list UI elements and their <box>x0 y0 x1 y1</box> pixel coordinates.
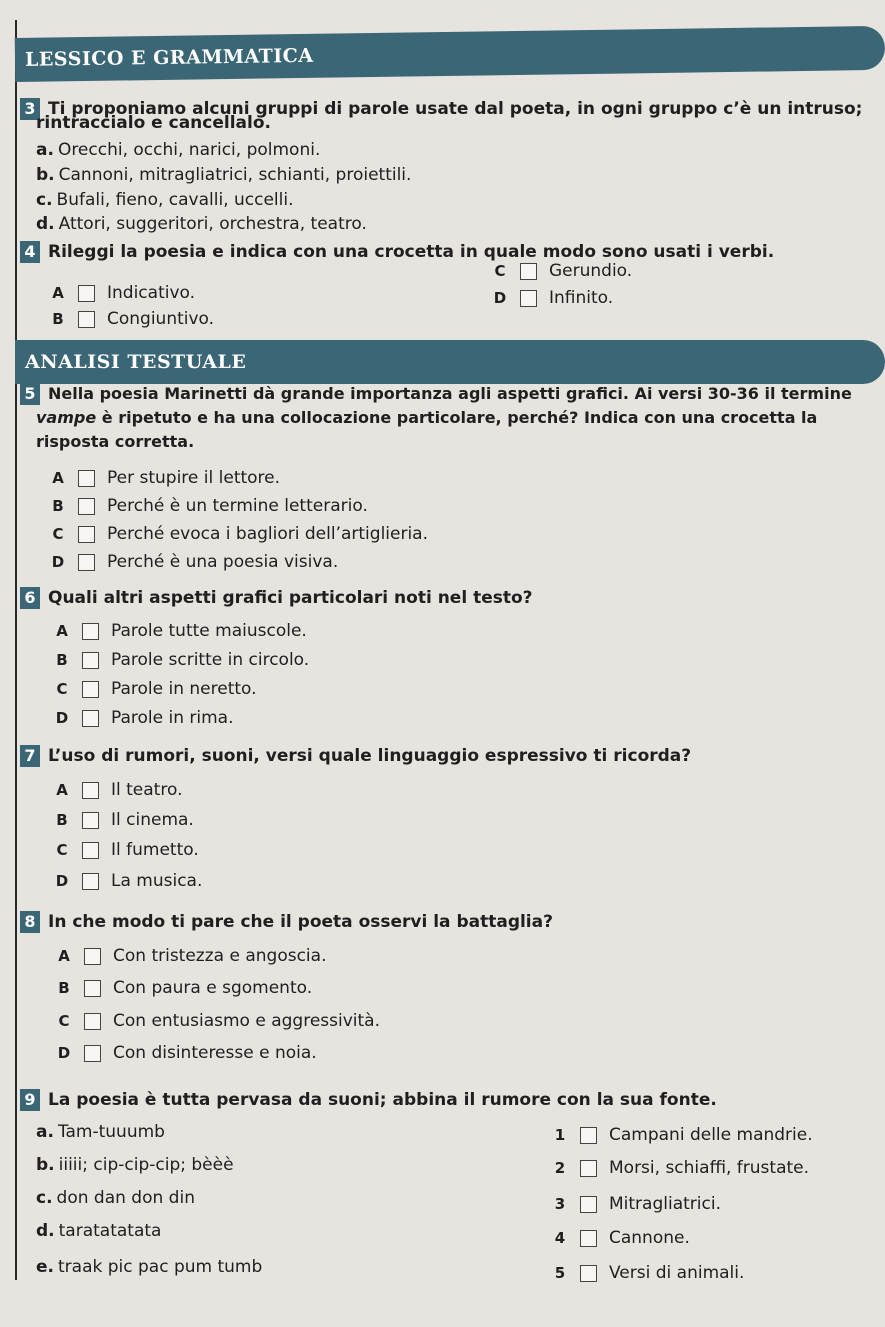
checkbox[interactable] <box>78 498 95 515</box>
checkbox[interactable] <box>580 1160 597 1177</box>
source-item: 5 Versi di animali. <box>554 1263 745 1283</box>
question-4 <box>20 240 774 264</box>
question-text: Nella poesia Marinetti dà grande importanza agli aspetti grafici. Ai versi 30-36 il termine <box>48 384 852 403</box>
option-c: C Perché evoca i bagliori dell’artiglieria. <box>52 524 429 544</box>
option-c: C Parole in neretto. <box>56 679 257 699</box>
question-number: 4 <box>20 241 40 263</box>
list-item: d. Attori, suggeritori, orchestra, teatro. <box>36 214 367 234</box>
list-item: c. Bufali, fieno, cavalli, uccelli. <box>36 190 294 210</box>
question-5-line3 <box>36 430 194 454</box>
option-a: A Indicativo. <box>52 283 196 303</box>
source-item: 2 Morsi, schiaffi, frustate. <box>554 1158 810 1178</box>
list-item: b. Cannoni, mitragliatrici, schianti, proiettili. <box>36 165 412 185</box>
checkbox[interactable] <box>82 710 99 727</box>
checkbox[interactable] <box>78 470 95 487</box>
question-number: 3 <box>20 98 40 120</box>
option-a: A Parole tutte maiuscole. <box>56 621 307 641</box>
question-number: 7 <box>20 745 40 767</box>
source-item: 4 Cannone. <box>554 1228 690 1248</box>
question-number: 5 <box>20 383 40 405</box>
checkbox[interactable] <box>580 1265 597 1282</box>
option-c: C Il fumetto. <box>56 840 199 860</box>
question-text: risposta corretta. <box>36 432 195 451</box>
option-d: D Con disinteresse e noia. <box>57 1043 317 1063</box>
question-number: 8 <box>20 911 40 933</box>
sound-item: a. Tam-tuuumb <box>36 1122 165 1142</box>
question-3-line2 <box>36 111 271 135</box>
checkbox[interactable] <box>82 652 99 669</box>
option-b: B Perché è un termine letterario. <box>52 496 368 516</box>
checkbox[interactable] <box>82 681 99 698</box>
option-c: C Con entusiasmo e aggressività. <box>58 1011 380 1031</box>
checkbox[interactable] <box>78 285 95 302</box>
checkbox[interactable] <box>82 623 99 640</box>
option-b: B Congiuntivo. <box>52 309 215 329</box>
checkbox[interactable] <box>82 873 99 890</box>
sound-item: e. traak pic pac pum tumb <box>36 1257 263 1277</box>
question-number: 6 <box>20 587 40 609</box>
checkbox[interactable] <box>84 1045 101 1062</box>
emphasis-word: vampe <box>36 408 97 427</box>
question-7 <box>20 744 691 768</box>
option-d: D La musica. <box>55 871 203 891</box>
source-item: 3 Mitragliatrici. <box>554 1194 721 1214</box>
checkbox[interactable] <box>82 782 99 799</box>
option-a: A Il teatro. <box>56 780 183 800</box>
section-title: ANALISI TESTUALE <box>25 351 247 373</box>
list-item: a. Orecchi, occhi, narici, polmoni. <box>36 140 321 160</box>
checkbox[interactable] <box>580 1127 597 1144</box>
checkbox[interactable] <box>520 290 537 307</box>
option-d: D Perché è una poesia visiva. <box>51 552 339 572</box>
source-item: 1 Campani delle mandrie. <box>554 1125 813 1145</box>
question-text: Ti proponiamo alcuni gruppi di parole usate dal poeta, in ogni gruppo c’è un intruso; <box>48 99 863 119</box>
question-6 <box>20 586 533 610</box>
checkbox[interactable] <box>78 554 95 571</box>
section-title: LESSICO E GRAMMATICA <box>24 44 314 71</box>
question-9 <box>20 1088 717 1112</box>
checkbox[interactable] <box>78 526 95 543</box>
option-d: D Parole in rima. <box>55 708 234 728</box>
checkbox[interactable] <box>78 311 95 328</box>
sound-item: d. taratatatata <box>36 1221 162 1241</box>
question-number: 9 <box>20 1089 40 1111</box>
option-b: B Con paura e sgomento. <box>58 978 313 998</box>
option-a: A Con tristezza e angoscia. <box>58 946 327 966</box>
checkbox[interactable] <box>82 842 99 859</box>
question-text: rintraccialo e cancellalo. <box>36 113 271 133</box>
question-text: è ripetuto e ha una collocazione particolare, perché? Indica con una crocetta la <box>96 408 818 427</box>
checkbox[interactable] <box>82 812 99 829</box>
checkbox[interactable] <box>580 1230 597 1247</box>
option-d: D Infinito. <box>493 288 614 308</box>
option-b: B Parole scritte in circolo. <box>56 650 310 670</box>
question-text: In che modo ti pare che il poeta osservi la battaglia? <box>48 912 553 932</box>
section-banner-lessico <box>15 26 885 82</box>
checkbox[interactable] <box>520 263 537 280</box>
question-5 <box>20 382 852 406</box>
option-b: B Il cinema. <box>56 810 194 830</box>
checkbox[interactable] <box>84 1013 101 1030</box>
option-a: A Per stupire il lettore. <box>52 468 281 488</box>
section-banner-analisi <box>15 340 885 384</box>
sound-item: c. don dan don din <box>36 1188 195 1208</box>
question-text: Quali altri aspetti grafici particolari noti nel testo? <box>48 588 533 608</box>
question-text: L’uso di rumori, suoni, versi quale linguaggio espressivo ti ricorda? <box>48 746 692 766</box>
left-margin-rule <box>15 20 17 1280</box>
question-8 <box>20 910 553 934</box>
checkbox[interactable] <box>580 1196 597 1213</box>
checkbox[interactable] <box>84 948 101 965</box>
question-text: Rileggi la poesia e indica con una crocetta in quale modo sono usati i verbi. <box>48 242 775 262</box>
question-text: La poesia è tutta pervasa da suoni; abbina il rumore con la sua fonte. <box>48 1090 717 1110</box>
sound-item: b. iiiii; cip-cip-cip; bèèè <box>36 1155 234 1175</box>
question-5-line2 <box>36 406 817 430</box>
option-c: C Gerundio. <box>494 261 633 281</box>
checkbox[interactable] <box>84 980 101 997</box>
